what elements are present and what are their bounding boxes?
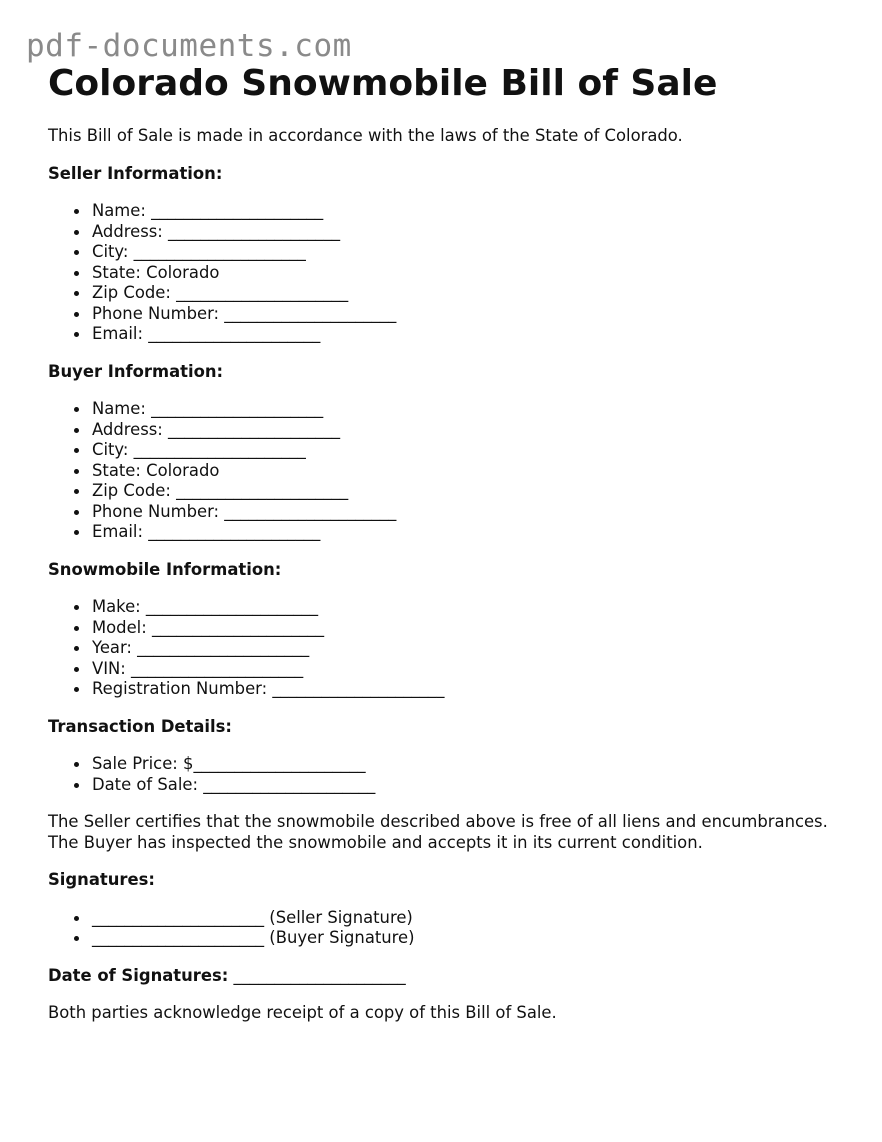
snowmobile-registration-field: Registration Number: _____________________ xyxy=(92,679,848,700)
seller-email-field: Email: _____________________ xyxy=(92,324,848,345)
seller-address-field: Address: _____________________ xyxy=(92,222,848,243)
buyer-city-field: City: _____________________ xyxy=(92,440,848,461)
seller-city-field: City: _____________________ xyxy=(92,242,848,263)
date-of-sale-field: Date of Sale: _____________________ xyxy=(92,775,848,796)
seller-phone-field: Phone Number: _____________________ xyxy=(92,304,848,325)
seller-info-list xyxy=(48,201,848,345)
seller-name-field: Name: _____________________ xyxy=(92,201,848,222)
signatures-section-heading: Signatures: xyxy=(48,870,155,889)
date-of-signatures-blank: _____________________ xyxy=(228,965,406,985)
snowmobile-section-heading: Snowmobile Information: xyxy=(48,559,282,579)
buyer-section-heading: Buyer Information: xyxy=(48,361,224,381)
transaction-details-list xyxy=(48,754,848,795)
buyer-name-field: Name: _____________________ xyxy=(92,399,848,420)
date-of-signatures-line xyxy=(48,966,848,987)
buyer-phone-field: Phone Number: _____________________ xyxy=(92,502,848,523)
buyer-info-list xyxy=(48,399,848,543)
acknowledgement-paragraph: Both parties acknowledge receipt of a copy of this Bill of Sale. xyxy=(48,1003,557,1022)
signatures-list xyxy=(48,908,848,949)
buyer-signature-line: _____________________ (Buyer Signature) xyxy=(92,928,848,949)
certification-paragraph: The Seller certifies that the snowmobile described above is free of all liens and encumbrances. The Buyer has inspected the snowmobile and accepts it in its current condition. xyxy=(48,812,828,852)
seller-state-field: State: Colorado xyxy=(92,263,848,284)
buyer-email-field: Email: _____________________ xyxy=(92,522,848,543)
transaction-section-heading: Transaction Details: xyxy=(48,716,232,736)
buyer-zip-field: Zip Code: _____________________ xyxy=(92,481,848,502)
snowmobile-year-field: Year: _____________________ xyxy=(92,638,848,659)
snowmobile-model-field: Model: _____________________ xyxy=(92,618,848,639)
seller-zip-field: Zip Code: _____________________ xyxy=(92,283,848,304)
buyer-address-field: Address: _____________________ xyxy=(92,420,848,441)
watermark-text: pdf-documents.com xyxy=(26,28,352,64)
intro-paragraph: This Bill of Sale is made in accordance with the laws of the State of Colorado. xyxy=(48,126,683,145)
date-of-signatures-label: Date of Signatures: xyxy=(48,965,229,985)
buyer-state-field: State: Colorado xyxy=(92,461,848,482)
seller-section-heading: Seller Information: xyxy=(48,163,223,183)
page-title: Colorado Snowmobile Bill of Sale xyxy=(48,63,718,104)
sale-price-field: Sale Price: $_____________________ xyxy=(92,754,848,775)
document-body xyxy=(48,62,848,1024)
snowmobile-make-field: Make: _____________________ xyxy=(92,597,848,618)
seller-signature-line: _____________________ (Seller Signature) xyxy=(92,908,848,929)
snowmobile-info-list xyxy=(48,597,848,700)
snowmobile-vin-field: VIN: _____________________ xyxy=(92,659,848,680)
